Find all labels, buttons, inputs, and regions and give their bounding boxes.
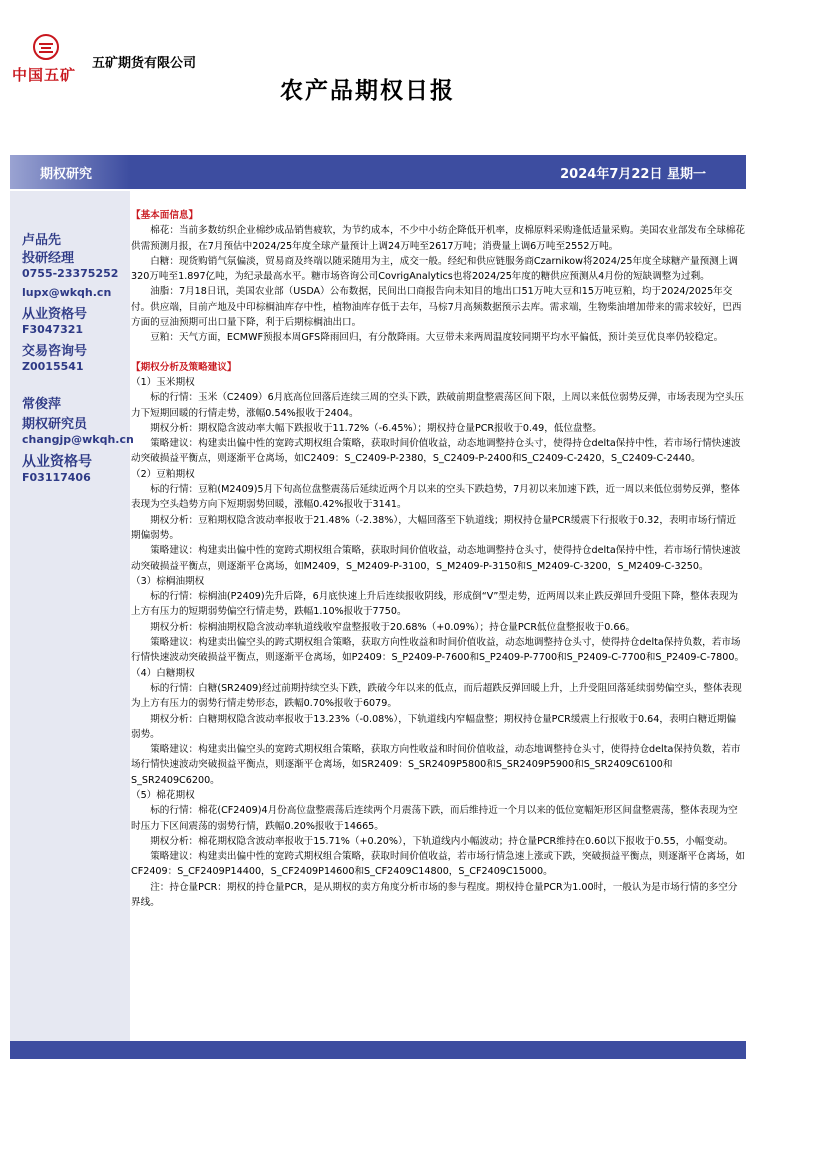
product-heading: （4）白糖期权 — [131, 667, 195, 679]
strategy-paragraph: 期权分析：棉花期权隐含波动率报收于15.71%（+0.20%），下轨道线内小幅波动；持仓量PCR维持在0.60以下报收于0.55，小幅变动。 — [150, 835, 734, 847]
strategy-paragraph: 标的行情：白糖(SR2409)经过前期持续空头下跌，跌破今年以来的低点，而后超跌反弹回暖上升，上升受阻回落延续弱势偏空头，整体表现为上方有压力的弱势行情走势形态，跌幅0.70%报收于6079。 — [131, 682, 742, 710]
section-label: 期权研究 — [40, 167, 93, 182]
logo-text: 中国五矿 — [12, 66, 77, 84]
strategy-paragraph: 期权分析：期权隐含波动率大幅下跌报收于11.72%（-6.45%）；期权持仓量PCR报收于0.49，低位盘整。 — [150, 422, 602, 434]
strategy-paragraph: 期权分析：白糖期权隐含波动率报收于13.23%（-0.08%），下轨道线内窄幅盘整；期权持仓量PCR缓震上行报收于0.64，表明白糖近期偏弱势。 — [131, 713, 737, 740]
strategy-paragraph: 期权分析：棕榈油期权隐含波动率轨道线收窄盘整报收于20.68%（+0.09%）；持仓量PCR低位盘整报收于0.66。 — [150, 621, 636, 633]
consult-number: Z0015541 — [22, 360, 84, 373]
product-heading: （5）棉花期权 — [131, 789, 195, 801]
fundamentals-cotton: 棉花：当前多数纺织企业棉纱成品销售疲软，为节约成本，不少中小纺企降低开机率，皮棉原料采购逢低适量采购。美国农业部发布全球棉花供需预测月报，在7月预估中2024/25年度全球产量预计上调24万吨至2617万吨；消费量上调6万吨至2552万吨。 — [131, 225, 745, 252]
analyst-phone: 0755-23375252 — [22, 267, 119, 280]
product-heading: （2）豆粕期权 — [131, 468, 195, 480]
analyst2-name: 常俊萍 — [22, 397, 62, 412]
strategy-paragraph: 策略建议：构建卖出偏中性的宽跨式期权组合策略，获取时间价值收益，动态地调整持仓头寸，使得持仓delta保持中性，若市场行情快速波动突破损益平衡点，则逐渐平仓离场，如C2409：S_C2409-P-2380，S_C2409-P-2400和S_C2409-C-2420，S_C2409-C-2440。 — [131, 438, 741, 465]
fundamentals-heading: 【基本面信息】 — [131, 210, 199, 221]
product-heading: （3）棕榈油期权 — [131, 575, 205, 587]
analyst2-title: 期权研究员 — [22, 417, 88, 432]
fundamentals-sugar: 白糖：现货购销气氛偏淡，贸易商及终端以随采随用为主，成交一般。经纪和供应链服务商Czarnikow将2024/25年度全球糖产量预测上调320万吨至1.897亿吨，为纪录最高水平。糖市场咨询公司CovrigAnalytics也将2024/25年度的糖供应预测从4月份的短缺调整为过剩。 — [131, 255, 738, 283]
strategy-paragraph: 策略建议：构建卖出偏中性的宽跨式期权组合策略，获取时间价值收益，若市场行情急速上涨或下跌，突破损益平衡点，则逐渐平仓离场，如CF2409：S_CF2409P14400，S_CF2409P14600和S_CF2409C14800，S_CF2409C15000。 — [131, 851, 745, 878]
strategy-paragraph: 策略建议：构建卖出偏空头的跨式期权组合策略，获取方向性收益和时间价值收益，动态地调整持仓头寸，使得持仓delta保持负数，若市场行情快速波动突破损益平衡点，则逐渐平仓离场，如P2409：S_P2409-P-7600和S_P2409-P-7700和S_P2409-C-7700和S_P2409-C-7800。 — [131, 637, 745, 664]
analyst-email[interactable]: lupx@wkqh.cn — [22, 286, 112, 299]
analyst-title: 投研经理 — [22, 251, 75, 266]
company-name: 五矿期货有限公司 — [92, 56, 197, 71]
report-content — [131, 208, 745, 910]
company-logo — [12, 34, 82, 84]
report-date: 2024年7月22日 星期一 — [560, 167, 706, 182]
footer-band — [10, 1041, 746, 1059]
strategy-paragraph: 标的行情：棉花(CF2409)4月份高位盘整震荡后连续两个月震荡下跌，而后维持近一个月以来的低位宽幅矩形区间盘整震荡，整体表现为空时压力下区间震荡的弱势行情，跌幅0.20%报收于14665。 — [131, 805, 738, 832]
minmetals-logo-icon — [32, 34, 60, 60]
analyst-name: 卢品先 — [22, 233, 62, 248]
fundamentals-oils: 油脂：7月18日讯，美国农业部（USDA）公布数据，民间出口商报告向未知目的地出口51万吨大豆和15万吨豆粕，均于2024/2025年交付。供应端，目前产地及中印棕榈油库存中性，植物油库存低于去年，马棕7月高频数据预示去库。需求端，生物柴油增加带来的需求较好，巴西方面的豆油预期可出口量下降，利于后期棕榈油出口。 — [131, 286, 742, 329]
strategy-list — [131, 375, 745, 880]
license2-number: F03117406 — [22, 471, 91, 484]
license-number: F3047321 — [22, 323, 84, 336]
strategy-paragraph: 标的行情：豆粕(M2409)5月下旬高位盘整震荡后延续近两个月以来的空头下跌趋势，7月初以来加速下跌，近一周以来低位弱势反弹，整体表现为空头趋势方向下短期弱势回暖，涨幅0.42%报收于3141。 — [131, 484, 740, 511]
strategy-paragraph: 标的行情：棕榈油(P2409)先升后降，6月底快速上升后连续报收阴线，形成倒“V”型走势，近两周以来止跌反弹回升受阻下降，整体表现为上方有压力的短期弱势偏空行情走势，跌幅1.10%报收于7750。 — [131, 591, 739, 618]
strategy-paragraph: 期权分析：豆粕期权隐含波动率报收于21.48%（-2.38%），大幅回落至下轨道线；期权持仓量PCR缓震下行报收于0.32，表明市场行情近期偏弱势。 — [131, 514, 737, 541]
strategy-paragraph: 标的行情：玉米（C2409）6月底高位回落后连续三周的空头下跌，跌破前期盘整震荡区间下限，上周以来低位弱势反弹，市场表现为空头压力下短期回暖的行情走势，涨幅0.54%报收于2404。 — [131, 392, 744, 419]
license2-label: 从业资格号 — [22, 454, 92, 470]
analyst2-email[interactable]: changjp@wkqh.cn — [22, 433, 134, 446]
product-heading: （1）玉米期权 — [131, 376, 195, 388]
strategy-paragraph: 策略建议：构建卖出偏中性的宽跨式期权组合策略，获取时间价值收益，动态地调整持仓头寸，使得持仓delta保持中性，若市场行情快速波动突破损益平衡点，则逐渐平仓离场，如M2409，S_M2409-P-3100，S_M2409-P-3150和S_M2409-C-3200，S_M2409-C-3250。 — [131, 545, 741, 572]
license-label: 从业资格号 — [22, 307, 88, 322]
consult-label: 交易咨询号 — [22, 344, 88, 359]
strategy-paragraph: 策略建议：构建卖出偏空头的宽跨式期权组合策略，获取方向性收益和时间价值收益，动态地调整持仓头寸，使得持仓delta保持负数，若市场行情快速波动突破损益平衡点，则逐渐平仓离场，如SR2409：S_SR2409P5800和S_SR2409P5900和S_SR2409C6100和S_SR2409C6200。 — [131, 744, 741, 786]
page-title: 农产品期权日报 — [280, 78, 455, 104]
strategy-heading: 【期权分析及策略建议】 — [131, 361, 237, 373]
footnote: 注：持仓量PCR：期权的持仓量PCR，是从期权的卖方角度分析市场的参与程度。期权持仓量PCR为1.00时，一般认为是市场行情的多空分界线。 — [131, 881, 738, 909]
fundamentals-soymeal: 豆粕：天气方面，ECMWF预报本周GFS降雨回归，有分散降雨。大豆带未来两周温度较同期平均水平偏低，预计美豆优良率仍较稳定。 — [150, 332, 724, 344]
analyst-sidebar — [10, 191, 134, 1041]
